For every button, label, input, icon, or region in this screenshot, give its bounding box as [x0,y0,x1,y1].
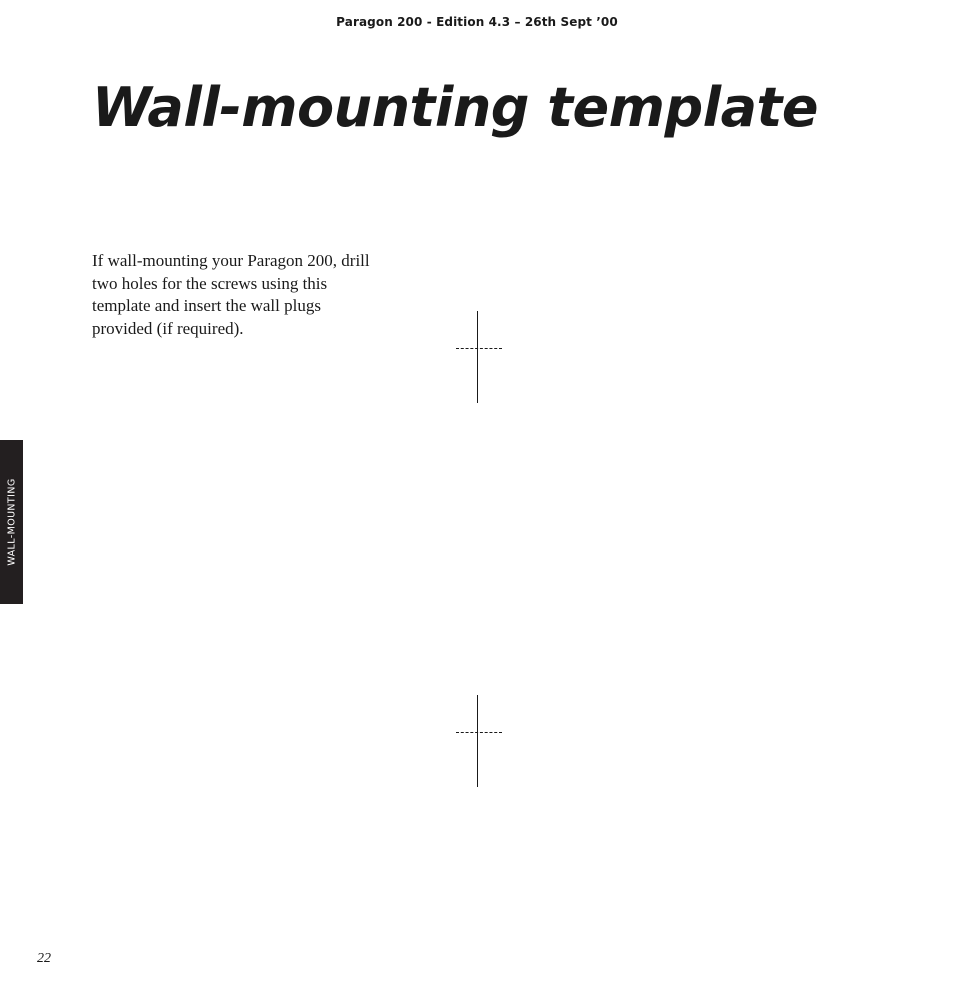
page-title: Wall-mounting template [92,76,818,139]
bottom-horizontal-dashed-guide [456,732,502,733]
top-vertical-guide [477,311,478,403]
section-tab-label: WALL-MOUNTING [6,478,17,566]
bottom-vertical-guide [477,695,478,787]
page-number: 22 [37,951,51,966]
running-header: Paragon 200 - Edition 4.3 – 26th Sept ’00 [336,15,618,29]
top-screw-hole-crosshair [456,311,516,403]
bottom-screw-hole-crosshair [456,695,516,787]
section-tab [0,440,23,604]
top-horizontal-dashed-guide [456,348,502,349]
intro-paragraph: If wall-mounting your Paragon 200, drill two holes for the screws using this template and insert the wall plugs provided (if required). [92,251,370,338]
